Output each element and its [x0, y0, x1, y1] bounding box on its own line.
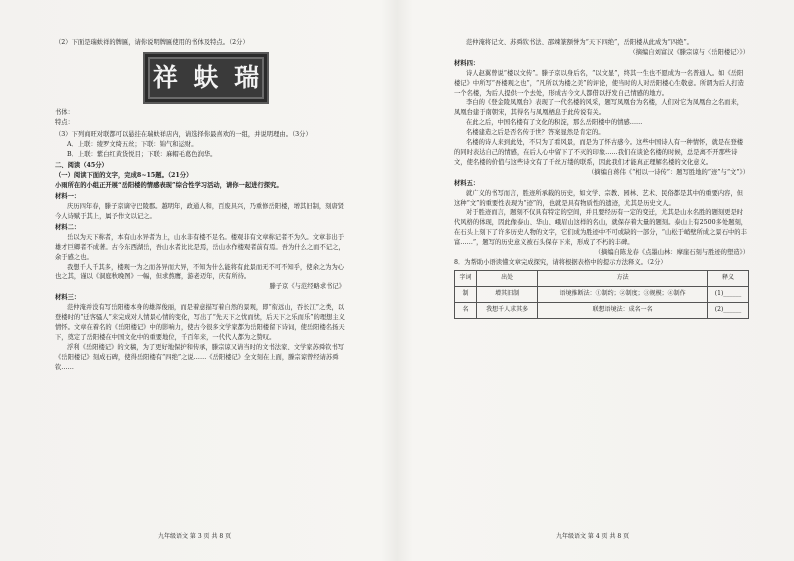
answer-tedian-label [55, 118, 345, 128]
material-5-para-1: 就广义的书写而言，胜迹所承载的历史，如文学、宗教、园林、艺术、民俗都是其中的重要内容，但这种“文”的重要性表现为“迹”的，也就是具有物质性的遗迹，尤其是历史文人。 [454, 189, 744, 207]
plaque-char-2: 蚨 [193, 62, 219, 92]
material-1-title: 材料一： [55, 193, 81, 201]
right-page-footer: 九年级语文 第 4 页 共 8 页 [556, 533, 630, 540]
material-4-question: 名楼建造之后是否名传于世？答案显然是肯定的。 [466, 129, 605, 137]
material-3-title: 材料三： [55, 294, 81, 302]
material-5-source: （摘编自陈龙春《点墨山林：摩崖石刻与胜迹的塑造》） [594, 249, 749, 257]
material-4-para-1: 诗人赵翼曾说“楼以文传”。滕子京以身后名，“以文显”，终其一生也不愿成为一名普通人。如《岳阳楼记》中所写“吾楼观之也”，“凡所以为楼之美”的评论，使当时的人对岳阳楼心生敬意。所谓为后人打造一个名楼，为后人提供一个去处，形成古今文人都借以抒发自己情感的地方。 [454, 69, 744, 97]
table-cell-source: 我想千人求其多 [477, 302, 538, 318]
material-2-para-1: 岳以为天下称者，本有山水异者为上，山水非有楼不足名。楼观非有文章称记者不为久。文章非出于雄才巨卿者不成著。古今东西湖岳，吾山水者比比是焉，岳山水作楼观者前有焉。吾为什么之而不记之，余于感之也。 [55, 233, 345, 261]
option-a: A．上联：绫罗文绮五丝；下联：锦气和运财。 [67, 140, 198, 148]
material-4-title: 材料四： [454, 59, 480, 67]
section-heading-reading: 二、阅读（45分） [55, 162, 108, 170]
table-header-cell: 方法 [538, 270, 708, 286]
table-cell-word: 制 [455, 286, 477, 302]
question-3: （3）下列商旺对联都可以悬挂在瑞蚨祥店内，请选择你最喜欢的一组，并说明理由。（3分） [55, 130, 312, 138]
table-cell-source: 增其旧制 [477, 286, 538, 302]
tedian-text: 特点： [55, 118, 74, 126]
material-3-para-1: 范仲淹并没有写岳阳楼本身的雄浑俊丽，而是着意描写着自然的景观，即“衔远山，吞长江”之类，以登楼时的“迁客骚人”来完成对人情景心情的变化，写出了“先天下之忧而忧，后天下之乐而乐”的理想主义情怀。文章在着名的《岳阳楼记》中的影响力，使古今很多文学家都为岳阳楼留下诗词，使岳阳楼名扬天下，奠定了岳阳楼在中国文化中的重要地位，千百年来，一代代人都为之赞叹。 [55, 304, 345, 341]
answer-shuti-label [55, 108, 345, 118]
option-b: B．上联：紫白红黄货悦目；下联：麻帽毛葛色润华。 [67, 150, 217, 158]
right-page [454, 38, 749, 319]
answer-blank-1[interactable]: (1)______ [708, 286, 749, 302]
material-4-para-4: 名楼的诗人来到此处，不只为了看风景，而是为了怀古感今。这些中国诗人有一种情怀，就是在登楼的同时表达自己的情感，在后人心中留下了不灭的印象……我们在谈论名楼的时候，总是离不开那些诗文，使名楼的价值与这些诗文有了千丝万缕的联系，因此我们才能真正理解名楼的文化意义。 [454, 139, 744, 166]
plaque-char-1: 祥 [152, 62, 178, 92]
table-cell-word: 名 [455, 302, 477, 318]
question-8: 8．为帮助小语读懂文章完成探究，请将根据表格中的提示方法释义。（2分） [454, 258, 667, 266]
ruifuxiang-plaque [143, 52, 269, 104]
shuti-text: 书体： [55, 108, 74, 116]
table-header-row [455, 270, 749, 286]
material-4-para-3: 在此之后，中国名楼有了文化的积淀，那么岳阳楼中的情感…… [466, 119, 643, 127]
table-row [455, 286, 749, 302]
table-cell-method: 联想语境法：成名一名 [538, 302, 708, 318]
table-header-cell: 字词 [455, 270, 477, 286]
table-header-cell: 释义 [708, 270, 749, 286]
question-2: （2）下面是瑞蚨祥的牌匾，请你说明牌匾使用的书体及特点。（2分） [55, 39, 249, 46]
left-page [55, 38, 345, 372]
table-row [455, 302, 749, 318]
word-meaning-table [454, 270, 749, 319]
carryover-source: （摘编自刘富汉《滕宗谅与〈岳阳楼记〉》） [629, 48, 749, 56]
table-header-cell: 出处 [477, 270, 538, 286]
answer-blank-2[interactable]: (2)______ [708, 302, 749, 318]
material-5-title: 材料五： [454, 179, 480, 187]
material-4-para-2: 李白的《登金陵凤凰台》表现了一代名楼的风采，题写凤凰台为名楼，人们对它为凤凰台之名而来，凤凰台建于南朝宋，其得名与凤凰栖息于此传说有关。 [454, 99, 744, 117]
plaque-char-3: 瑞 [234, 62, 260, 92]
material-3-para-2: 浮利《岳阳楼记》的文稿，为了更好地保护和传承，滕宗谅又请当时的文书法家、文学家苏舜钦书写《岳阳楼记》刻成石碑，使得岳阳楼有“四绝”之说……《岳阳楼记》全文刻在上面，滕宗谅曾经请苏舜钦…… [55, 343, 345, 371]
material-4-source: （摘编自蒋伟《“相以一诗传”：题写胜地的“迹”与“文”》） [588, 168, 749, 176]
material-1-text: 庆历四年春，滕子京谪守巴陵郡。越明年，政通人和，百废具兴，乃重修岳阳楼，增其旧制，刻唐贤今人诗赋于其上，属予作文以记之。 [55, 203, 345, 220]
carryover-text: 范仲淹将记文、苏舜钦书法、邵竦篆额誉为“天下四绝”，岳阳楼从此成为“四绝”。 [466, 39, 693, 46]
left-page-footer: 九年级语文 第 3 页 共 8 页 [158, 533, 232, 540]
material-5-para-2: 对于胜迹而言，题刻不仅具有特定的空间，并且要经历有一定的变迁，尤其是山水名胜的题刻更是时代风格的体现，因此像泰山、华山、峨眉山这样的名山，就保存着大量的题刻。泰山上有2500多处题刻，在石头上刻下了许多历史人物的文字，它们成为胜迹中不可或缺的一部分，“山松于峭壁所成之景石中的丰富……”，题写的历史意义被石头保存下来，形成了不朽的丰碑。 [454, 209, 748, 247]
material-2-para-2: 我想千人千其多，楼观一为之而各异而大异，不知为什么能将有此景而无不可不知乎，使余之为为心也之其，谨以《洞庭秋晚图》一幅，但求熬鹰，游老迈年，庆有所待。 [55, 263, 345, 281]
table-cell-method: 语境推断法：①制约；②制度；③规模；④制作 [538, 286, 708, 302]
material-2-source: 滕子京《与范经略求书记》 [269, 283, 345, 291]
material-2-title: 材料二： [55, 223, 81, 231]
subsection-heading: （一）阅读下面的文字，完成8~15题。（21分） [55, 172, 193, 180]
activity-intro: 小雨所在的小组正开展“岳阳楼的情感表现”综合性学习活动，请你一起进行探究。 [55, 182, 283, 190]
